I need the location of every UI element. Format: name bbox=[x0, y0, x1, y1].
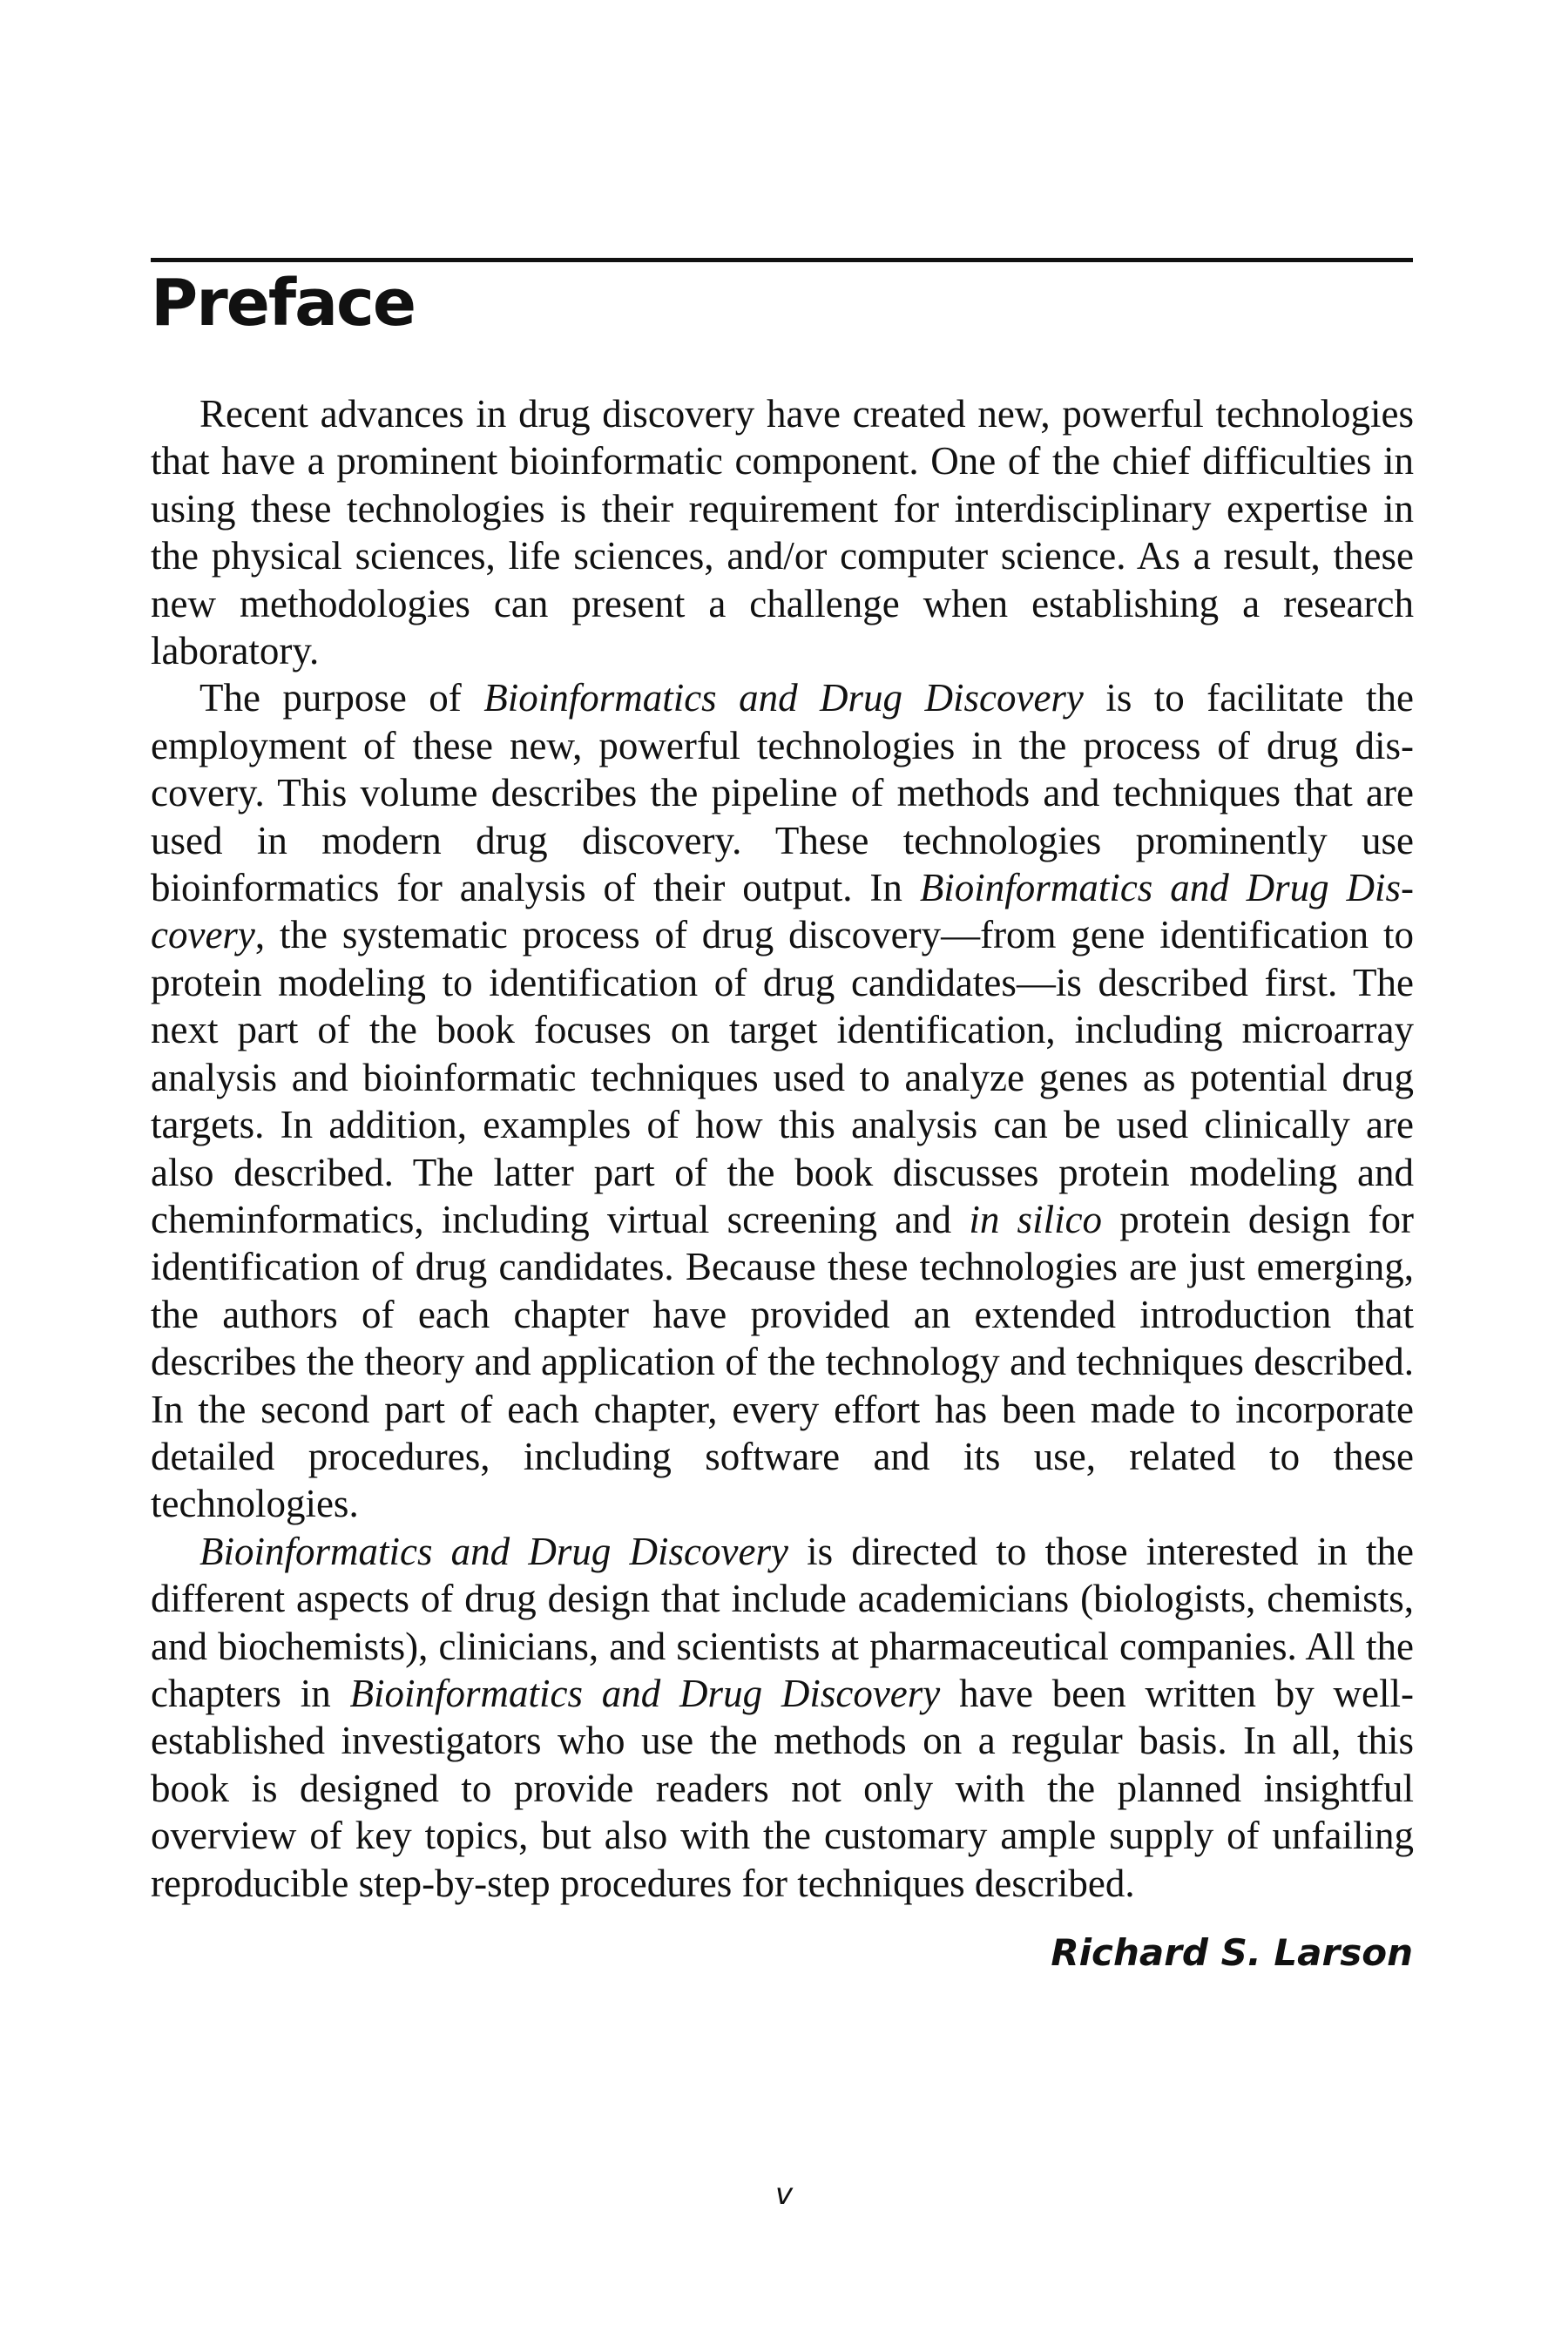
paragraph-segment: , the systematic process of drug discovery—from gene identification to protein modeling to identification of drug candidates—is described first. The next part of the book focuses on target identification, including microarray analysis and bioinformatic techniques used to analyze genes as potential drug targets. In addition, examples of how this analysis can be used clinically are also described. The latter part of the book discusses protein modeling and cheminformatics, including virtual screening and bbox=[151, 913, 1414, 1241]
book-title-italic: Bioinformatics and Drug Discovery bbox=[199, 1529, 788, 1573]
page-title: Preface bbox=[151, 266, 416, 341]
in-silico-italic: in silico bbox=[969, 1197, 1103, 1241]
page-number: v bbox=[774, 2177, 794, 2212]
preface-body bbox=[151, 390, 1414, 1907]
book-title-italic: Bioinformatics and Drug Discovery bbox=[483, 676, 1084, 720]
paragraph-segment: is to facilitate the employment of these new, powerful technologies in the process of drug discovery. This volume describes the pipeline of methods and techniques that are used in modern drug discovery. These technologies prominently use bioinformatics for analysis of their output. In bbox=[151, 676, 1414, 910]
paragraph-segment: The purpose of bbox=[199, 676, 484, 720]
author-signature: Richard S. Larson bbox=[1051, 1931, 1413, 1974]
paragraph-3 bbox=[151, 1528, 1414, 1907]
book-title-italic: Bioinformatics and Drug Discovery bbox=[349, 1671, 941, 1715]
paragraph-1 bbox=[151, 390, 1414, 674]
paragraph-segment: Recent advances in drug discovery have created new, powerful technologies that have a prominent bioinformatic component. One of the chief difficulties in using these technologies is their requirement for interdisciplinary expertise in the physical sciences, life sciences, and/or computer science. As a result, these new methodologies can present a challenge when establishing a research laboratory. bbox=[151, 392, 1414, 673]
paragraph-segment: have been written by well-established investigators who use the methods on a regular basis. In all, this book is designed to provide readers not only with the planned insightful overview of key topics, but also with the customary ample supply of unfailing reproducible step-by-step procedures for techniques described. bbox=[151, 1671, 1415, 1905]
book-title-italic: Bioinformatics and Drug Discovery bbox=[151, 866, 1414, 957]
paragraph-segment: protein design for identification of drug candidates. Because these technologies are just emerging, the authors of each chapter have provided an extended introduction that describes the theory and application of the technology and techniques described. In the second part of each chapter, every effort has been made to incorporate detailed procedures, including software and its use, related to these technologies. bbox=[151, 1197, 1415, 1526]
paragraph-segment: is directed to those interested in the different aspects of drug design that include academicians (biologists, chemists, and biochemists), clinicians, and scientists at pharmaceutical companies. All the chapters in bbox=[151, 1529, 1414, 1715]
paragraph-2 bbox=[151, 674, 1414, 1527]
